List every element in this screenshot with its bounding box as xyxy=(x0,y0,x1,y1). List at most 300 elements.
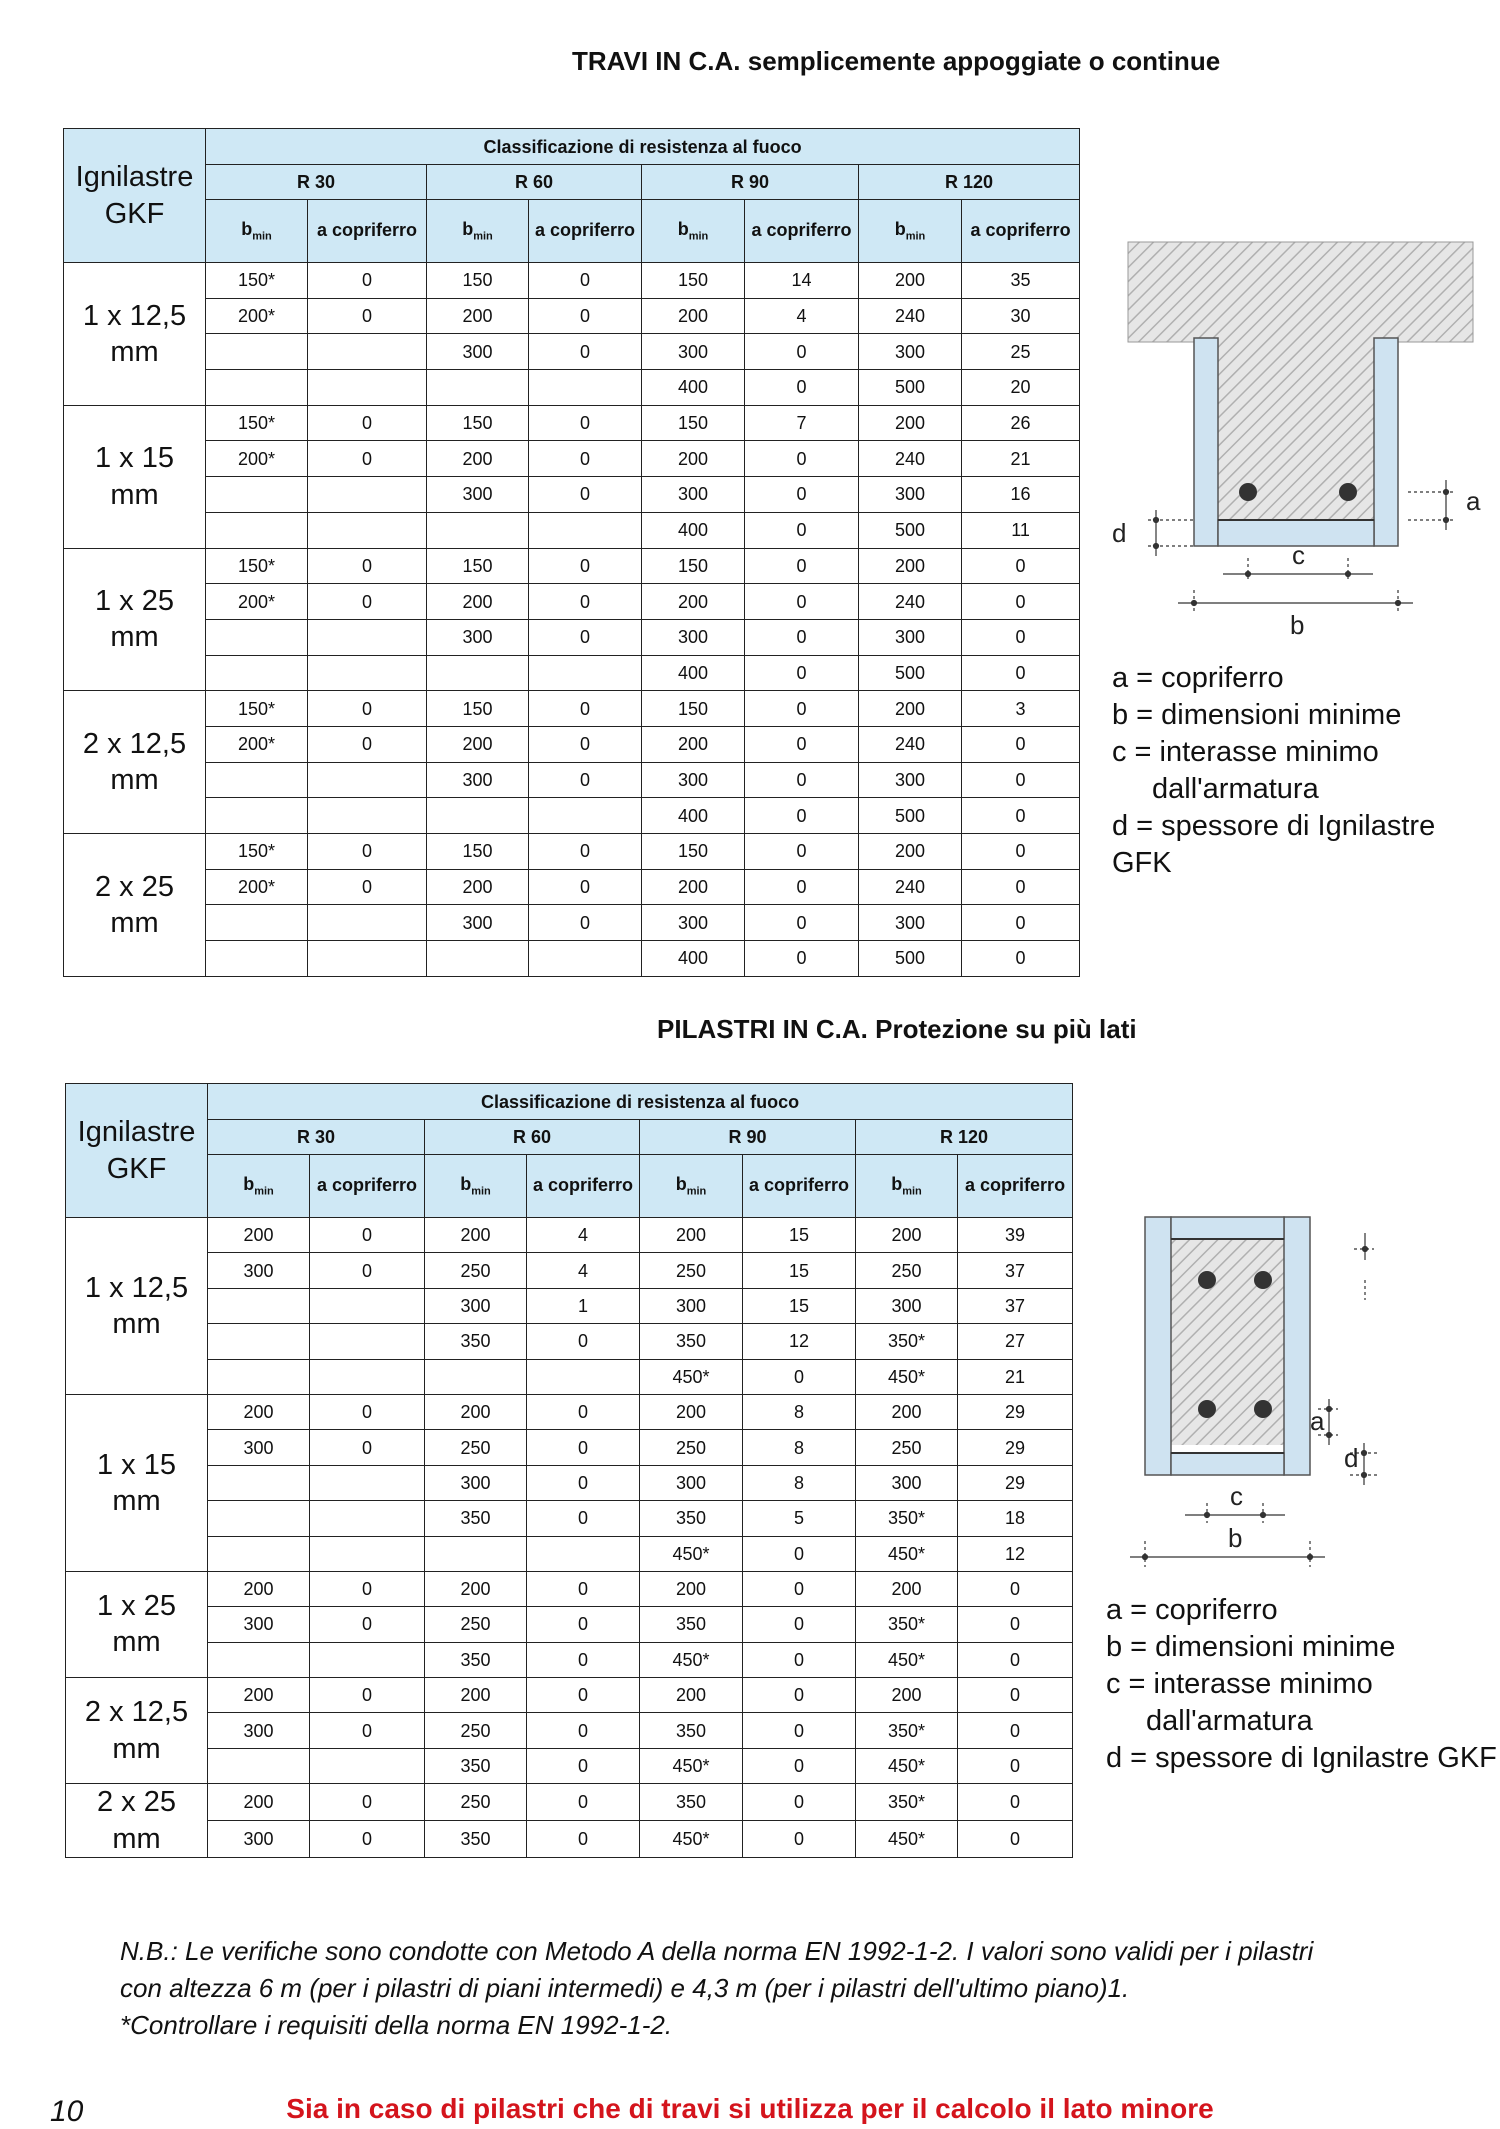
board-left xyxy=(1194,338,1218,546)
table-cell: 300 xyxy=(859,905,962,941)
table-cell: 0 xyxy=(745,441,859,477)
bmin-label: b xyxy=(241,218,253,239)
rating-header: R 30 xyxy=(208,1120,425,1155)
table-cell: 200 xyxy=(425,1571,527,1606)
table-cell: 0 xyxy=(745,655,859,691)
table-cell: 0 xyxy=(745,370,859,406)
table-row xyxy=(66,1607,1073,1642)
table-cell: 200 xyxy=(642,298,745,334)
table-cell: 250 xyxy=(856,1430,958,1465)
table-cell: 240 xyxy=(859,726,962,762)
table-row xyxy=(64,477,1080,513)
table-cell: 300 xyxy=(208,1713,310,1748)
board-bottom xyxy=(1171,1453,1284,1475)
table-cell: 0 xyxy=(745,762,859,798)
table-cell: 39 xyxy=(958,1218,1073,1253)
table-cell xyxy=(310,1536,425,1571)
table-cell: 0 xyxy=(529,762,642,798)
table-cell: 300 xyxy=(427,334,529,370)
table-cell: 150 xyxy=(427,548,529,584)
rebar xyxy=(1198,1271,1216,1289)
table-row xyxy=(64,441,1080,477)
table-cell: 200* xyxy=(206,584,308,620)
table-cell xyxy=(308,905,427,941)
table-cell: 0 xyxy=(310,1607,425,1642)
table-cell: 150 xyxy=(427,834,529,870)
table-cell: 200 xyxy=(856,1571,958,1606)
table-cell: 0 xyxy=(310,1253,425,1288)
table-cell: 200 xyxy=(856,1218,958,1253)
table-cell: 0 xyxy=(743,1359,856,1394)
table-cell: 0 xyxy=(962,798,1080,834)
table-cell: 20 xyxy=(962,370,1080,406)
table-cell: 0 xyxy=(745,477,859,513)
corner-header: Ignilastre GKF xyxy=(66,1084,208,1218)
table-cell: 500 xyxy=(859,655,962,691)
table-cell: 450* xyxy=(640,1642,743,1677)
table-cell xyxy=(206,477,308,513)
table-cell: 250 xyxy=(425,1784,527,1821)
label-b: b xyxy=(1290,610,1305,640)
table-cell: 0 xyxy=(527,1642,640,1677)
material-label: 1 x 25 mm xyxy=(66,1571,208,1677)
table-cell: 0 xyxy=(958,1748,1073,1783)
table-cell xyxy=(427,941,529,977)
table-cell: 450* xyxy=(640,1748,743,1783)
table-cell: 0 xyxy=(308,263,427,299)
table-cell: 300 xyxy=(640,1288,743,1323)
table-cell: 0 xyxy=(308,726,427,762)
bmin-subscript: min xyxy=(254,1185,274,1198)
table-cell xyxy=(308,512,427,548)
table-cell xyxy=(206,941,308,977)
table-cell xyxy=(308,762,427,798)
header-row xyxy=(66,1155,1073,1218)
table-row xyxy=(64,691,1080,727)
table-cell: 0 xyxy=(310,1218,425,1253)
table-cell: 350 xyxy=(640,1501,743,1536)
table-row xyxy=(64,869,1080,905)
table-cell: 200 xyxy=(642,441,745,477)
legend-c-cont: dall'armatura xyxy=(1146,1705,1313,1737)
table-row xyxy=(64,405,1080,441)
table-cell: 0 xyxy=(308,405,427,441)
legend-a: a = copriferro xyxy=(1106,1594,1278,1626)
table-cell: 0 xyxy=(529,477,642,513)
table-cell xyxy=(425,1536,527,1571)
table-cell: 0 xyxy=(529,298,642,334)
table-cell: 250 xyxy=(425,1713,527,1748)
classification-header: Classificazione di resistenza al fuoco xyxy=(208,1084,1073,1120)
table-cell: 0 xyxy=(962,584,1080,620)
material-label: 1 x 15 mm xyxy=(66,1394,208,1571)
table-cell: 12 xyxy=(743,1324,856,1359)
rebar xyxy=(1339,483,1357,501)
table-cell: 0 xyxy=(745,869,859,905)
table-cell: 450* xyxy=(856,1359,958,1394)
table-cell: 200 xyxy=(208,1784,310,1821)
label-d: d xyxy=(1344,1443,1359,1473)
table-cell: 14 xyxy=(745,263,859,299)
table-cell: 0 xyxy=(310,1430,425,1465)
table-cell xyxy=(308,619,427,655)
table-cell: 0 xyxy=(743,1642,856,1677)
beam-web xyxy=(1198,338,1388,538)
table-cell: 300 xyxy=(859,477,962,513)
table-cell: 29 xyxy=(958,1394,1073,1429)
table-cell: 250 xyxy=(640,1430,743,1465)
table-row xyxy=(66,1713,1073,1748)
table-cell: 0 xyxy=(743,1748,856,1783)
table-cell xyxy=(308,334,427,370)
table-row xyxy=(64,584,1080,620)
table-cell: 0 xyxy=(745,334,859,370)
table-cell: 200 xyxy=(208,1678,310,1713)
table-cell: 0 xyxy=(529,834,642,870)
table-cell: 300 xyxy=(642,619,745,655)
table-cell: 450* xyxy=(640,1821,743,1858)
bmin-header xyxy=(856,1155,958,1218)
table-cell: 0 xyxy=(527,1324,640,1359)
table-cell: 240 xyxy=(859,441,962,477)
table-cell xyxy=(427,370,529,406)
bmin-header xyxy=(642,200,745,263)
table-cell: 0 xyxy=(745,548,859,584)
table-cell: 0 xyxy=(529,619,642,655)
table-cell: 200 xyxy=(856,1678,958,1713)
table-cell: 150* xyxy=(206,691,308,727)
table-cell: 350 xyxy=(640,1607,743,1642)
table-row xyxy=(64,298,1080,334)
beams-title: TRAVI IN C.A. semplicemente appoggiate o continue xyxy=(572,46,1221,76)
beam-section-diagram xyxy=(1108,230,1498,650)
bmin-subscript: min xyxy=(473,230,493,243)
cover-header: a copriferro xyxy=(529,200,642,263)
rating-header: R 120 xyxy=(856,1120,1073,1155)
table-cell: 350* xyxy=(856,1501,958,1536)
table-cell xyxy=(529,941,642,977)
table-cell: 0 xyxy=(745,584,859,620)
material-label: 1 x 15 mm xyxy=(64,405,206,548)
table-cell xyxy=(527,1359,640,1394)
table-cell: 26 xyxy=(962,405,1080,441)
table-row xyxy=(66,1465,1073,1500)
table-row xyxy=(66,1324,1073,1359)
column-section-diagram xyxy=(1110,1205,1500,1595)
table-cell: 400 xyxy=(642,512,745,548)
table-cell xyxy=(206,905,308,941)
table-cell xyxy=(208,1536,310,1571)
table-row xyxy=(64,334,1080,370)
table-cell: 240 xyxy=(859,298,962,334)
bmin-subscript: min xyxy=(902,1185,922,1198)
table-cell: 300 xyxy=(642,477,745,513)
table-cell: 250 xyxy=(640,1253,743,1288)
table-cell: 0 xyxy=(745,798,859,834)
table-cell: 0 xyxy=(743,1607,856,1642)
table-cell: 350 xyxy=(425,1324,527,1359)
rebar xyxy=(1254,1400,1272,1418)
table-row xyxy=(64,726,1080,762)
bmin-label: b xyxy=(243,1173,255,1194)
table-cell: 0 xyxy=(962,905,1080,941)
table-cell: 0 xyxy=(962,726,1080,762)
table-cell: 0 xyxy=(745,834,859,870)
table-cell: 200 xyxy=(856,1394,958,1429)
table-cell: 450* xyxy=(640,1536,743,1571)
table-cell: 0 xyxy=(527,1678,640,1713)
table-cell: 7 xyxy=(745,405,859,441)
table-cell: 5 xyxy=(743,1501,856,1536)
table-cell: 0 xyxy=(529,334,642,370)
table-cell: 0 xyxy=(743,1571,856,1606)
table-cell: 200 xyxy=(642,869,745,905)
table-cell: 27 xyxy=(958,1324,1073,1359)
table-cell: 4 xyxy=(745,298,859,334)
label-a: a xyxy=(1466,486,1481,516)
rebar xyxy=(1239,483,1257,501)
legend-d: d = spessore di Ignilastre GKF xyxy=(1106,1742,1497,1774)
table-cell: 0 xyxy=(308,548,427,584)
table-cell: 3 xyxy=(962,691,1080,727)
table-cell: 150 xyxy=(642,263,745,299)
label-c: c xyxy=(1230,1481,1243,1511)
table-cell: 200 xyxy=(640,1394,743,1429)
table-row xyxy=(66,1288,1073,1323)
table-cell: 350 xyxy=(425,1748,527,1783)
table-cell: 150* xyxy=(206,263,308,299)
cover-header: a copriferro xyxy=(308,200,427,263)
table-cell: 15 xyxy=(743,1288,856,1323)
table-cell: 150* xyxy=(206,548,308,584)
table-cell xyxy=(310,1748,425,1783)
table-cell xyxy=(310,1642,425,1677)
table-cell: 12 xyxy=(958,1536,1073,1571)
table-cell: 400 xyxy=(642,370,745,406)
header-row xyxy=(66,1084,1073,1120)
table-cell: 300 xyxy=(208,1821,310,1858)
table-cell: 0 xyxy=(743,1678,856,1713)
table-cell: 37 xyxy=(958,1288,1073,1323)
table-cell: 0 xyxy=(958,1821,1073,1858)
slab xyxy=(1128,242,1473,342)
table-cell: 250 xyxy=(856,1253,958,1288)
table-cell: 300 xyxy=(642,334,745,370)
bmin-header xyxy=(206,200,308,263)
table-cell: 200 xyxy=(859,834,962,870)
table-cell: 300 xyxy=(859,762,962,798)
table-cell: 200 xyxy=(427,584,529,620)
table-cell xyxy=(206,798,308,834)
table-cell: 200 xyxy=(859,691,962,727)
table-cell xyxy=(310,1324,425,1359)
table-cell: 350* xyxy=(856,1784,958,1821)
table-cell: 0 xyxy=(527,1607,640,1642)
table-cell: 0 xyxy=(962,655,1080,691)
table-cell: 300 xyxy=(427,762,529,798)
table-cell: 200 xyxy=(640,1218,743,1253)
table-cell: 200* xyxy=(206,441,308,477)
table-cell: 15 xyxy=(743,1218,856,1253)
table-cell: 350 xyxy=(640,1324,743,1359)
bmin-header xyxy=(208,1155,310,1218)
table-cell: 8 xyxy=(743,1465,856,1500)
table-cell: 250 xyxy=(425,1607,527,1642)
table-cell: 300 xyxy=(642,905,745,941)
legend-b: b = dimensioni minime xyxy=(1106,1631,1396,1663)
columns-legend xyxy=(1106,1592,1497,1777)
table-cell: 11 xyxy=(962,512,1080,548)
table-cell: 0 xyxy=(527,1465,640,1500)
table-cell: 0 xyxy=(308,834,427,870)
table-cell: 29 xyxy=(958,1465,1073,1500)
table-cell xyxy=(529,655,642,691)
table-row xyxy=(64,905,1080,941)
table-cell: 450* xyxy=(856,1821,958,1858)
rating-header: R 90 xyxy=(642,165,859,200)
table-cell: 300 xyxy=(208,1253,310,1288)
table-cell: 200 xyxy=(642,726,745,762)
classification-header: Classificazione di resistenza al fuoco xyxy=(206,129,1080,165)
table-cell: 0 xyxy=(743,1713,856,1748)
table-cell: 0 xyxy=(529,905,642,941)
table-cell: 200 xyxy=(859,263,962,299)
table-cell xyxy=(208,1288,310,1323)
table-row xyxy=(64,548,1080,584)
table-cell: 0 xyxy=(527,1821,640,1858)
rebar xyxy=(1198,1400,1216,1418)
rating-header: R 60 xyxy=(425,1120,640,1155)
table-cell: 240 xyxy=(859,584,962,620)
table-cell: 300 xyxy=(427,619,529,655)
table-cell: 350* xyxy=(856,1713,958,1748)
rating-header: R 120 xyxy=(859,165,1080,200)
material-label: 2 x 25 mm xyxy=(66,1784,208,1858)
table-cell: 150* xyxy=(206,405,308,441)
table-cell: 0 xyxy=(308,869,427,905)
columns-table xyxy=(65,1083,1073,1858)
table-row xyxy=(66,1821,1073,1858)
table-row xyxy=(66,1536,1073,1571)
table-cell: 0 xyxy=(310,1571,425,1606)
table-cell: 300 xyxy=(427,905,529,941)
table-cell: 0 xyxy=(529,405,642,441)
header-row xyxy=(64,200,1080,263)
bmin-header xyxy=(859,200,962,263)
table-cell: 0 xyxy=(745,726,859,762)
corner-header: Ignilastre GKF xyxy=(64,129,206,263)
legend-c-cont: dall'armatura xyxy=(1152,773,1319,805)
table-cell: 0 xyxy=(310,1821,425,1858)
table-cell: 200 xyxy=(859,405,962,441)
table-cell: 0 xyxy=(310,1784,425,1821)
cover-header: a copriferro xyxy=(745,200,859,263)
table-cell xyxy=(310,1359,425,1394)
table-cell: 250 xyxy=(425,1253,527,1288)
table-cell xyxy=(308,798,427,834)
table-cell: 0 xyxy=(527,1394,640,1429)
table-cell xyxy=(310,1465,425,1500)
material-label: 1 x 12,5 mm xyxy=(64,263,206,406)
table-cell: 1 xyxy=(527,1288,640,1323)
table-cell: 400 xyxy=(642,941,745,977)
table-cell xyxy=(308,655,427,691)
table-cell: 8 xyxy=(743,1394,856,1429)
table-cell: 300 xyxy=(208,1607,310,1642)
beams-table xyxy=(63,128,1080,977)
table-cell: 0 xyxy=(527,1748,640,1783)
table-cell: 0 xyxy=(310,1678,425,1713)
table-cell: 200 xyxy=(427,726,529,762)
table-cell: 0 xyxy=(310,1394,425,1429)
table-row xyxy=(66,1218,1073,1253)
cover-header: a copriferro xyxy=(310,1155,425,1218)
table-cell: 0 xyxy=(958,1607,1073,1642)
bmin-label: b xyxy=(462,218,474,239)
table-cell: 16 xyxy=(962,477,1080,513)
bmin-subscript: min xyxy=(688,230,709,243)
table-cell: 400 xyxy=(642,655,745,691)
table-cell: 0 xyxy=(962,619,1080,655)
table-cell: 200 xyxy=(640,1571,743,1606)
rating-header: R 30 xyxy=(206,165,427,200)
table-cell: 0 xyxy=(958,1713,1073,1748)
table-cell: 150 xyxy=(427,691,529,727)
material-label: 1 x 12,5 mm xyxy=(66,1218,208,1395)
bmin-header xyxy=(425,1155,527,1218)
table-row xyxy=(66,1748,1073,1783)
table-cell: 150 xyxy=(642,405,745,441)
bmin-label: b xyxy=(894,218,906,239)
table-cell xyxy=(208,1324,310,1359)
table-cell: 8 xyxy=(743,1430,856,1465)
table-cell xyxy=(206,655,308,691)
header-row xyxy=(64,129,1080,165)
bmin-header xyxy=(640,1155,743,1218)
footnote-line: con altezza 6 m (per i pilastri di piani intermedi) e 4,3 m (per i pilastri dell'ultimo piano)1. xyxy=(120,1973,1130,2003)
table-row xyxy=(64,655,1080,691)
table-cell xyxy=(527,1536,640,1571)
table-cell: 0 xyxy=(958,1784,1073,1821)
board-left xyxy=(1145,1217,1171,1475)
table-cell xyxy=(208,1642,310,1677)
table-cell: 0 xyxy=(527,1430,640,1465)
footnote-line: *Controllare i requisiti della norma EN 1992-1-2. xyxy=(120,2010,673,2040)
bmin-header xyxy=(427,200,529,263)
table-cell: 0 xyxy=(745,905,859,941)
table-cell xyxy=(206,370,308,406)
legend-c: c = interasse minimo xyxy=(1112,736,1379,768)
table-cell: 29 xyxy=(958,1430,1073,1465)
table-cell: 400 xyxy=(642,798,745,834)
table-cell: 0 xyxy=(527,1784,640,1821)
cover-header: a copriferro xyxy=(527,1155,640,1218)
table-cell: 300 xyxy=(856,1465,958,1500)
table-cell: 200 xyxy=(425,1218,527,1253)
table-cell: 350 xyxy=(425,1642,527,1677)
table-cell: 200* xyxy=(206,726,308,762)
table-cell: 0 xyxy=(962,941,1080,977)
bmin-subscript: min xyxy=(471,1185,491,1198)
legend-d: d = spessore di Ignilastre GFK xyxy=(1112,810,1436,879)
table-cell: 0 xyxy=(743,1821,856,1858)
table-row xyxy=(66,1678,1073,1713)
table-cell: 0 xyxy=(529,726,642,762)
table-row xyxy=(64,834,1080,870)
table-cell: 200 xyxy=(427,298,529,334)
columns-title: PILASTRI IN C.A. Protezione su più lati xyxy=(657,1014,1137,1044)
label-d: d xyxy=(1112,518,1127,548)
